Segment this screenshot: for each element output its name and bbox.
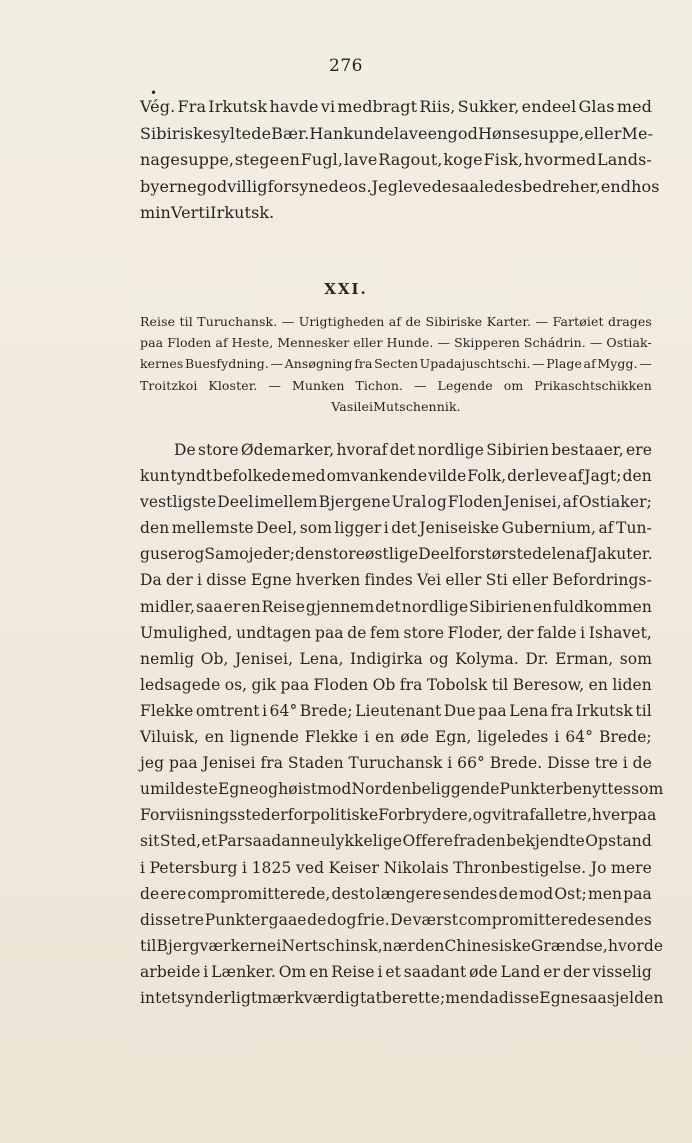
text-line: kun tyndt befolkede med omvankende vilde Folk, der leve af Jagt; den (140, 467, 652, 486)
body-paragraph (140, 437, 664, 1011)
page-number: 276 (329, 56, 363, 76)
text-line: Flekke omtrent i 64° Brede; Lieutenant Due paa Lena fra Irkutsk til (140, 701, 652, 720)
ink-speck: • (150, 86, 158, 100)
text-line: guser og Samojeder; den store østlige Deel forstørstedelen af Jakuter. (140, 545, 653, 564)
text-line: den mellemste Deel, som ligger i det Jeniseiske Gubernium, af Tun- (140, 519, 652, 538)
chapter-summary (140, 311, 652, 417)
text-line: Reise til Turuchansk. — Urigtigheden af de Sibiriske Karter. — Fartøiet drages (140, 314, 652, 329)
text-line: nagesuppe, stege en Fugl, lave Ragout, koge Fisk, hvormed Lands- (140, 150, 652, 169)
text-line: Troitzkoi Kloster. — Munken Tichon. — Legende om Prikaschtschikken (140, 377, 652, 393)
text-line: intet synderligt mærkværdigt at berette; men da disse Egne saa sjelden (140, 988, 664, 1007)
text-line: disse tre Punkter gaae de dog frie. De værst compromitterede sendes (140, 910, 652, 929)
text-line: paa Floden af Heste, Mennesker eller Hunde. — Skipperen Schádrin. — Ostiak- (140, 335, 652, 351)
text-line: vestligste Deel imellem Bjergene Ural og Floden Jenisei, af Ostiaker; (140, 493, 652, 512)
text-line: Vasilei Mutschennik. (331, 398, 461, 414)
text-line: jeg paa Jenisei fra Staden Turuchansk i 66° Brede. Disse tre i de (140, 754, 652, 773)
text-line: umildeste Egne og høist mod Norden beliggende Punkter benyttes som (140, 780, 664, 799)
text-line: Viluisk, en lignende Flekke i en øde Egn, ligeledes i 64° Brede; (140, 728, 652, 747)
text-line: i Petersburg i 1825 ved Keiser Nikolais Thronbestigelse. Jo mere (140, 858, 652, 877)
text-line: min Vert i Irkutsk. (140, 203, 275, 222)
text-line: Sibiriske syltede Bær. Han kunde lave en god Hønsesuppe, eller Me- (140, 123, 654, 143)
text-line: kernes Buesfydning. — Ansøgning fra Secten Upadajuschtschi. — Plage af Mygg. — (140, 356, 652, 372)
text-line: de ere compromitterede, desto længere sendes de mod Ost; men paa (140, 884, 652, 903)
text-line: Da der i disse Egne hverken findes Vei eller Sti eller Befordrings- (140, 571, 652, 590)
text-line: nemlig Ob, Jenisei, Lena, Indigirka og Kolyma. Dr. Erman, som (140, 649, 652, 668)
text-line: midler, saa er en Reise gjennem det nordlige Sibirien en fuldkommen (140, 597, 652, 616)
text-line: De store Ødemarker, hvoraf det nordlige Sibirien bestaaer, ere (174, 441, 652, 459)
text-line: Umulighed, undtagen paa de fem store Floder, der falde i Ishavet, (140, 623, 652, 642)
text-line: byerne godvillig forsynede os. Jeg levede saaledes bedre her, end hos (140, 176, 660, 196)
text-line: arbeide i Lænker. Om en Reise i et saadant øde Land er der visselig (140, 962, 652, 981)
text-line: sit Sted, et Par saadanne ulykkelige Offere fra den bekjendte Opstand (140, 832, 652, 851)
text-line: ledsagede os, gik paa Floden Ob fra Tobolsk til Beresow, en liden (140, 675, 652, 694)
text-line: til Bjergværkerne i Nertschinsk, nær den Chinesiske Grændse, hvor de (140, 936, 664, 955)
text-line: Forviisningssteder for politiske Forbrydere, og vi traf alle tre, hver paa (140, 806, 657, 825)
chapter-heading: XXI. (324, 280, 368, 298)
top-paragraph (140, 94, 660, 227)
text-line: Vég. Fra Irkutsk havde vi medbragt Riis, Sukker, endeel Glas med (140, 97, 652, 116)
